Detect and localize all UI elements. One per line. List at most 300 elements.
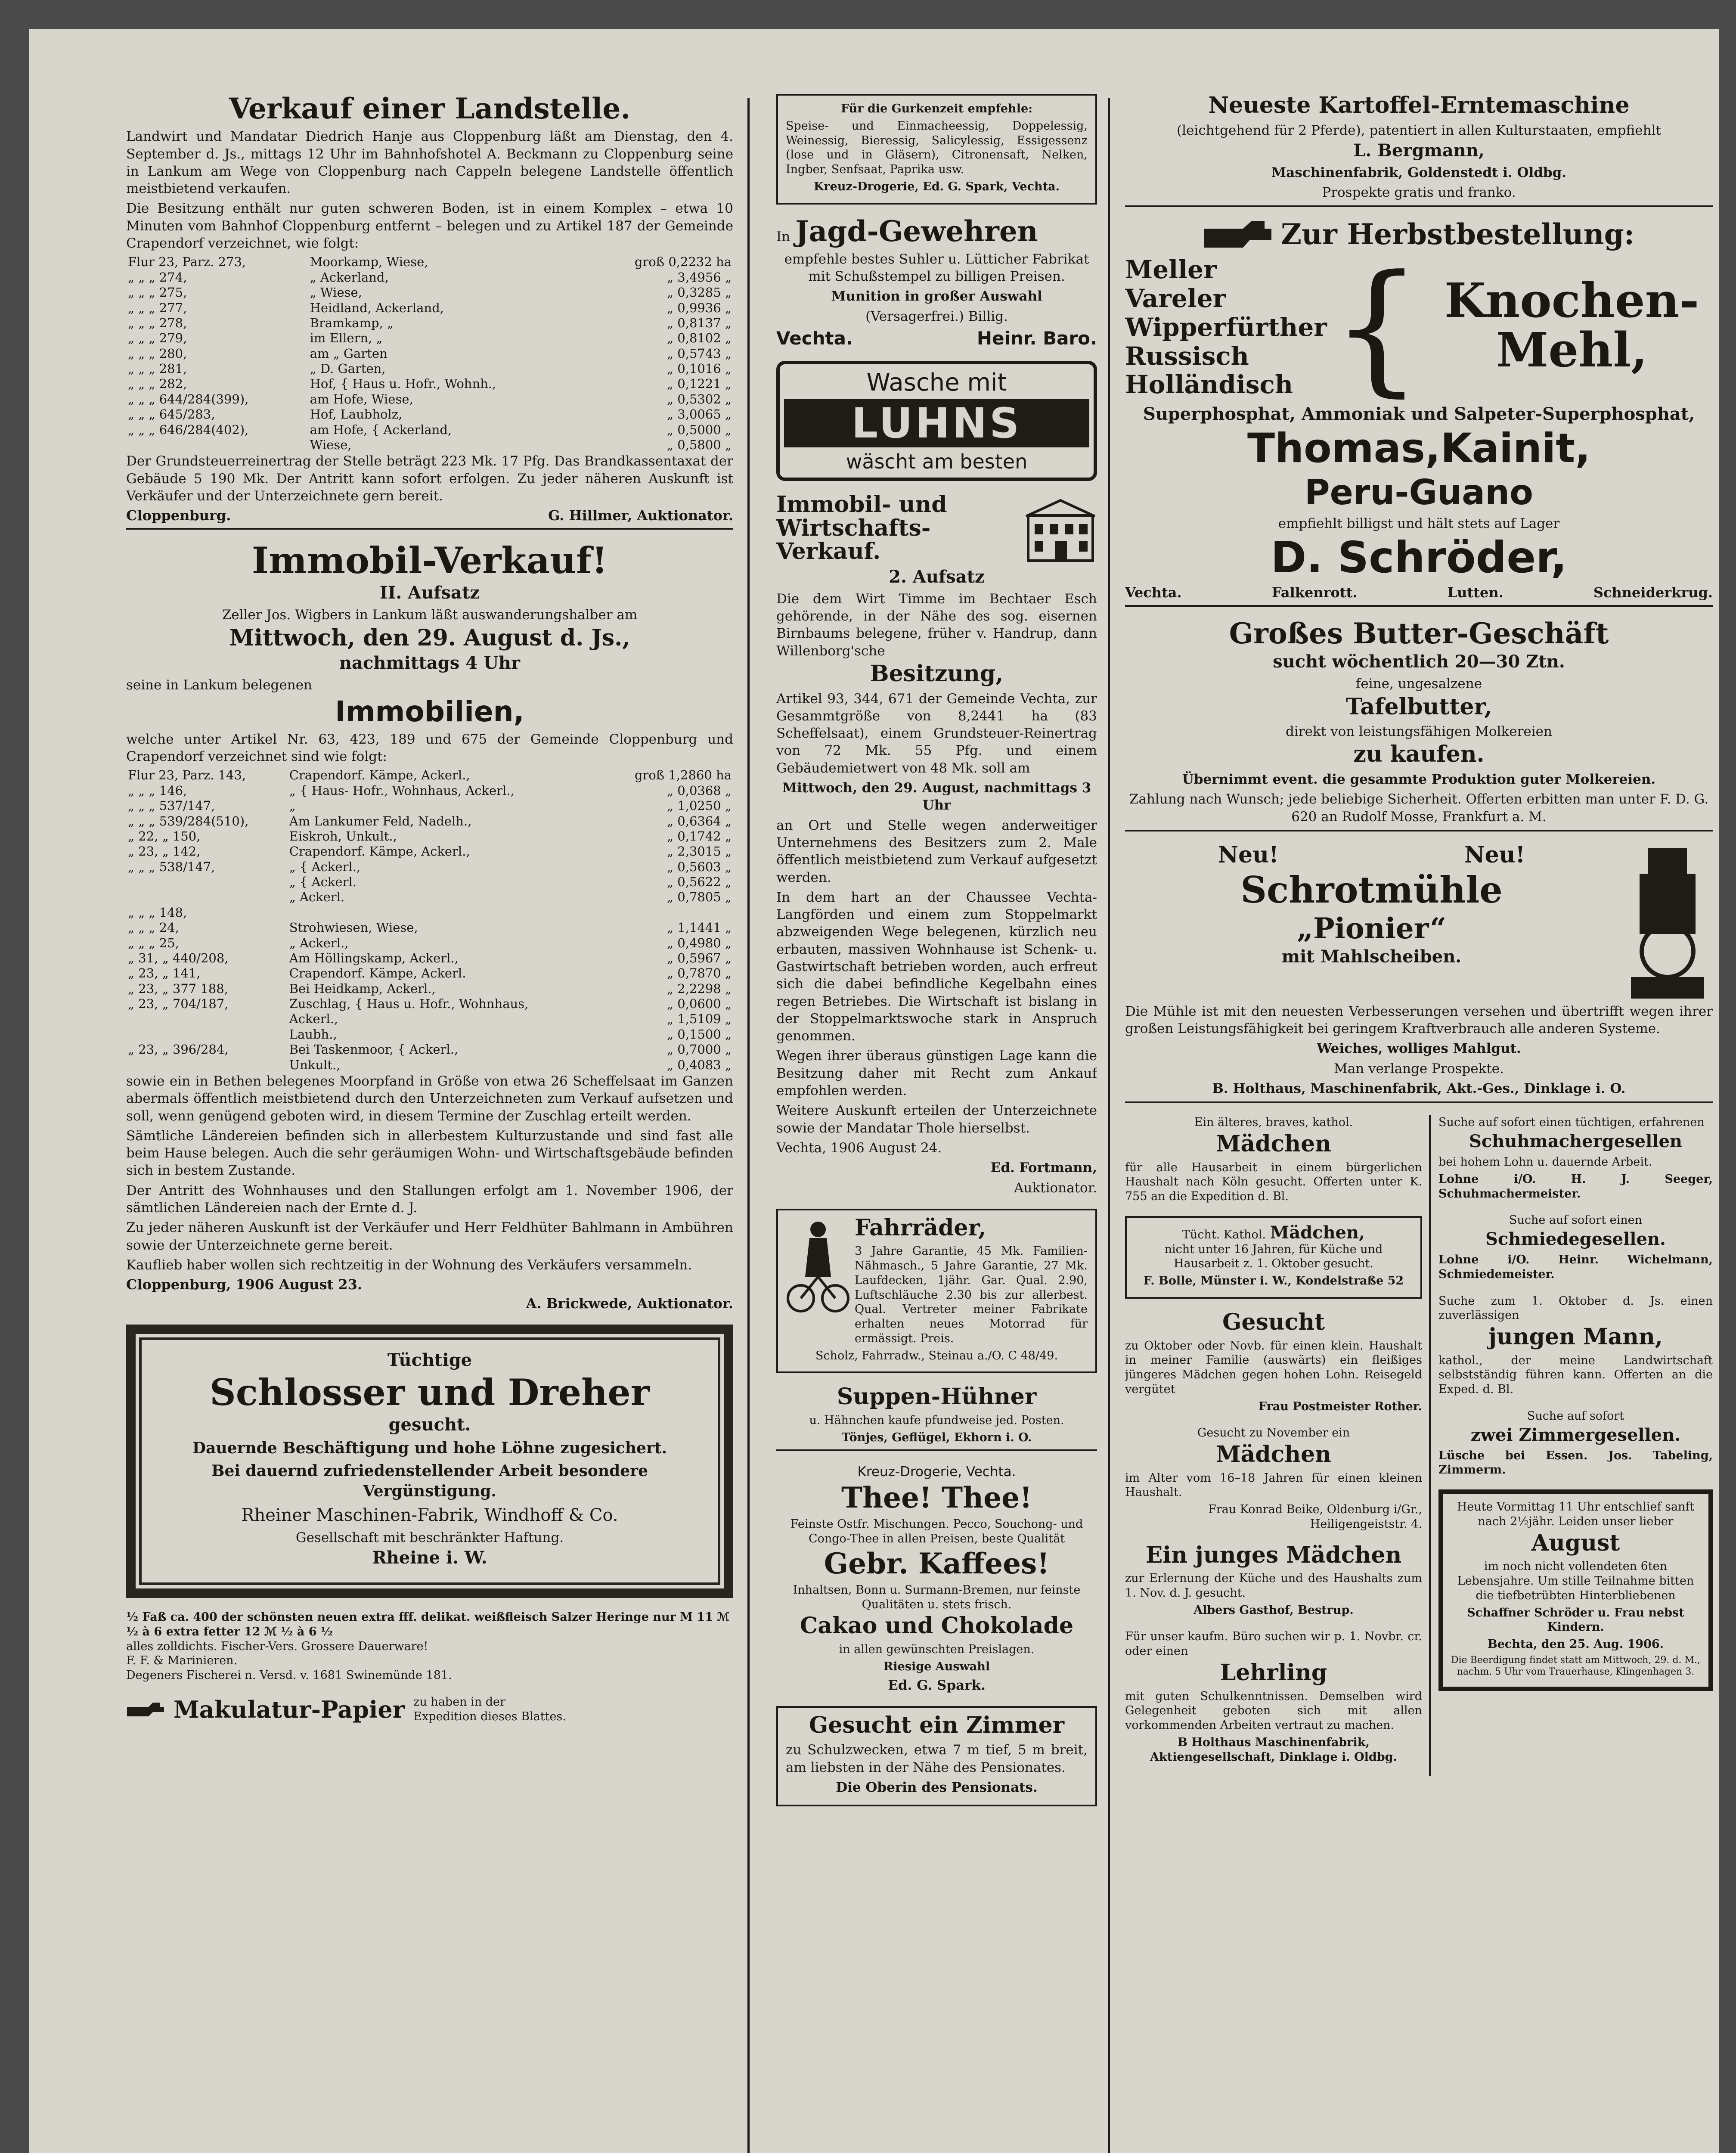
- ad-desc: Die Besitzung enthält nur guten schweren Boden, ist in einem Komplex – etwa 10 Minuten vom Bahnhof Cloppenburg entfernt – belegen und zu Artikel 187 der Gemeinde Crapendorf verzeichnet, wie folgt:: [126, 201, 733, 251]
- ad-lehrling: [1125, 1629, 1422, 1764]
- parcel-cell: „ „ „ 646/284(402),: [128, 422, 249, 437]
- parcel-cell: „ 0,4980 „: [667, 935, 732, 950]
- ad-tail: Der Grundsteuerreinertrag der Stelle beträgt 223 Mk. 17 Pfg. Das Brandkassentaxat der Gebäude 5 190 Mk. Der Antritt kann sofort erfolgen. Zu jeder näheren Auskunft ist Verkäufer und der Unterzeichnete gern bereit.: [126, 453, 733, 504]
- ad-traueranzeige: [1438, 1489, 1713, 1691]
- ad-bergmann: [1125, 94, 1713, 207]
- luhns-logo: LUHNS: [784, 399, 1089, 447]
- ad-body: u. Hähnchen kaufe pfundweise jed. Posten.: [809, 1414, 1064, 1427]
- ad-body: Die Mühle ist mit den neuesten Verbesserungen versehen und übertrifft wegen ihrer großen Leistungsfähigkeit bei geringem Kraftverbrauch alle anderen Systeme.: [1125, 1003, 1713, 1037]
- parcel-row: [126, 859, 733, 875]
- parcel-cell: „ 0,3285 „: [667, 285, 732, 300]
- ad-body: bei hohem Lohn u. dauernde Arbeit.: [1438, 1155, 1652, 1169]
- ad-pre: Suche auf sofort: [1527, 1409, 1624, 1423]
- parcel-cell: „ „ „ 538/147,: [128, 859, 215, 874]
- parcel-cell: „ Wiese,: [310, 285, 362, 300]
- ad-pre: Gesucht zu November ein: [1197, 1426, 1350, 1440]
- parcel-cell: „ „ „ 146,: [128, 783, 187, 798]
- ad-sign-date: Vechta, 1906 August 24.: [776, 1140, 942, 1156]
- parcel-cell: [126, 875, 288, 890]
- column-rule-1: [747, 98, 750, 2153]
- building-icon: [1024, 498, 1097, 563]
- parcel-cell: „ 0,6364 „: [667, 813, 732, 828]
- ad-body: mit guten Schulkenntnissen. Demselben wird Gelegenheit geboten sich mit allen vorkommenden Arbeiten vertraut zu machen.: [1125, 1689, 1422, 1732]
- ad-signature: [776, 328, 1097, 349]
- parcel-row: [126, 798, 733, 813]
- parcel-cell: [126, 1011, 288, 1027]
- parcel-cell: am Hofe, { Ackerland,: [310, 422, 452, 437]
- ad-text: F. F. & Marinieren.: [126, 1654, 238, 1668]
- luhns-top: Wasche mit: [866, 368, 1007, 397]
- ad-neu: Neu!: [1218, 841, 1279, 868]
- parcel-cell: „ 0,5000 „: [667, 422, 732, 437]
- parcel-row: [126, 392, 733, 407]
- ad-text: sowie ein in Bethen belegenes Moorpfand in Größe von etwa 26 Scheffelsaat im Ganzen abermals öffentlich meistbietend durch den Unterzeichneten zum Verkauf aufsetzen und soll, wenn genügend geboten wird, in diesem Termine der Zuschlag erteilt werden.: [126, 1073, 733, 1124]
- ad-gurken: [776, 94, 1097, 205]
- ad-title: Gesucht ein Zimmer: [809, 1712, 1065, 1738]
- ad-thomas: Thomas,Kainit,: [1247, 425, 1590, 472]
- ad-big: Immobilien,: [335, 695, 524, 728]
- parcel-row: [126, 844, 733, 859]
- pointing-hand-icon: [126, 1701, 165, 1718]
- small-ads-left: [1125, 1115, 1431, 1776]
- ad-body: nicht unter 16 Jahren, für Küche und Hausarbeit z. 1. Oktober gesucht.: [1164, 1242, 1383, 1271]
- ad-title: Jagd-Gewehren: [795, 214, 1038, 248]
- parcel-cell: „ 0,8137 „: [667, 315, 732, 330]
- ad-sign: Schaffner Schröder u. Frau nebst Kindern.: [1467, 1606, 1684, 1634]
- parcel-row: [126, 1027, 733, 1042]
- parcel-cell: „ 0,1742 „: [667, 828, 732, 844]
- ad-landstelle: [126, 94, 733, 530]
- ad-title: Schuhmachergesellen: [1469, 1131, 1682, 1152]
- product-item: Holländisch: [1125, 370, 1293, 400]
- ad-place: Rheine i. W.: [372, 1548, 487, 1568]
- ad-pre: Für unser kaufm. Büro suchen wir p. 1. Novbr. cr. oder einen: [1125, 1630, 1422, 1658]
- ad-date: Mittwoch, den 29. August d. Js.,: [229, 624, 630, 651]
- ad-body: empfehle bestes Suhler u. Lütticher Fabrikat mit Schußstempel zu billigen Preisen.: [784, 251, 1089, 285]
- parcel-cell: „ „ „ 282,: [128, 376, 187, 391]
- parcel-cell: Laubh.,: [289, 1027, 337, 1042]
- ad-maedchen-oldenburg: [1125, 1426, 1422, 1531]
- parcel-cell: Moorkamp, Wiese,: [310, 254, 428, 270]
- ad-makulatur: [126, 1695, 733, 1724]
- parcel-cell: „ 3,4956 „: [667, 270, 732, 285]
- parcel-cell: Am Lankumer Feld, Nadelh.,: [289, 813, 472, 828]
- ad-big: Besitzung,: [870, 660, 1004, 687]
- ad-text: zu kaufen.: [1353, 741, 1485, 768]
- parcel-cell: „ 0,5302 „: [667, 391, 732, 406]
- parcel-row: [126, 422, 733, 437]
- place-name: Lutten.: [1447, 584, 1504, 601]
- parcel-cell: Unkult.,: [289, 1057, 341, 1072]
- divider: [1125, 1101, 1713, 1103]
- parcel-cell: „ 0,1500 „: [667, 1027, 732, 1042]
- parcel-cell: groß 0,2232 ha: [634, 254, 732, 270]
- ad-heringe: [126, 1610, 733, 1683]
- parcel-cell: [603, 905, 733, 920]
- ad-body: im Alter vom 16–18 Jahren für einen kleinen Haushalt.: [1125, 1471, 1422, 1499]
- brace: {: [1332, 245, 1422, 410]
- parcel-row: [126, 1058, 733, 1073]
- product-item: Russisch: [1125, 341, 1249, 371]
- ad-munition: Munition in großer Auswahl: [831, 289, 1042, 304]
- ad-body: an Ort und Stelle wegen anderweitiger Unternehmens des Besitzers zum 2. Male öffentlich meistbietend zum Verkauf aufgesetzt werden.: [776, 817, 1097, 885]
- parcel-cell: „ 3,0065 „: [667, 407, 732, 422]
- parcel-cell: „ 0,5967 „: [667, 950, 732, 965]
- ad-kaffee: Gebr. Kaffees!: [824, 1546, 1050, 1580]
- ad-schuhmacher: [1438, 1115, 1713, 1201]
- ad-note: Prospekte gratis und franko.: [1322, 185, 1516, 201]
- ad-text: Tafelbutter,: [1345, 693, 1492, 720]
- ad-sign: Frau Postmeister Rother.: [1258, 1399, 1422, 1413]
- parcel-cell: Hof, Laubholz,: [310, 407, 403, 422]
- parcel-row: [126, 829, 733, 844]
- ad-butter: [1125, 616, 1713, 831]
- parcel-cell: Bei Heidkamp, Ackerl.,: [289, 981, 436, 996]
- ad-title: Mädchen: [1216, 1441, 1331, 1468]
- ad-maedchen-koeln: [1125, 1115, 1422, 1204]
- ad-title: Schrotmühle: [1240, 869, 1503, 912]
- parcel-cell: am „ Garten: [310, 346, 388, 361]
- ad-time: nachmittags 4 Uhr: [339, 653, 521, 673]
- ad-body: Artikel 93, 344, 671 der Gemeinde Vechta, zur Gesammtgröße von 8,2441 ha (83 Scheffelsaat), einem Grundsteuer-Reinertrag von 72 Mk. 55 Pfg. und einem Gebäudemietwert von 48 Mk. soll am: [776, 691, 1097, 776]
- parcel-row: [126, 996, 733, 1011]
- parcel-row: [126, 254, 733, 270]
- product-item: Vareler: [1125, 284, 1226, 313]
- ad-title: Suppen-Hühner: [837, 1384, 1037, 1410]
- ad-gesucht-rother: [1125, 1311, 1422, 1414]
- parcel-cell: „ 0,1221 „: [667, 376, 732, 391]
- ad-title: Fahrräder,: [855, 1214, 986, 1241]
- sign-name: G. Hillmer, Auktionator.: [548, 507, 733, 524]
- ad-schmied: [1438, 1213, 1713, 1281]
- parcel-cell: Hof, { Haus u. Hofr., Wohnh.,: [310, 376, 496, 391]
- parcel-row: [126, 814, 733, 829]
- divider: [1125, 605, 1713, 607]
- ad-pre: Suche auf sofort einen: [1509, 1213, 1643, 1227]
- parcel-row: [126, 981, 733, 996]
- ad-mit: mit Mahlscheiben.: [1281, 946, 1462, 967]
- ad-body: im noch nicht vollendeten 6ten Lebensjahre. Um stille Teilnahme bitten die tiefbetrübten Hinterbliebenen: [1457, 1560, 1694, 1602]
- ad-wirtschaft: [776, 493, 1097, 1197]
- ad-date: Mittwoch, den 29. August, nachmittags 3 Uhr: [782, 780, 1091, 813]
- ad-text: ½ Faß ca. 400 der schönsten neuen extra fff. delikat. weißfleisch Salzer Heringe nur M 11 ℳ ½ à 6 extra fetter 12 ℳ ½ à 6 ½: [126, 1610, 730, 1638]
- parcel-cell: „ „ „ 24,: [128, 920, 179, 935]
- ad-sign: Lüsche bei Essen. Jos. Tabeling, Zimmerm.: [1438, 1449, 1713, 1477]
- ad-weich: Weiches, wolliges Mahlgut.: [1317, 1041, 1521, 1057]
- luhns-bottom: wäscht am besten: [846, 450, 1028, 473]
- ad-text: Zahlung nach Wunsch; jede beliebige Sicherheit. Offerten erbitten man unter F. D. G. 620 an Rudolf Mosse, Frankfurt a. M.: [1129, 791, 1709, 825]
- ad-super: Superphosphat, Ammoniak und Salpeter-Superphosphat,: [1143, 403, 1695, 424]
- ad-zimmer: [776, 1706, 1097, 1806]
- place-name: Falkenrott.: [1271, 584, 1358, 601]
- sign-place: Cloppenburg, 1906 August 23.: [126, 1276, 363, 1293]
- ad-text: Bei dauernd zufriedenstellender Arbeit besondere Vergünstigung.: [211, 1462, 648, 1500]
- ad-luhns: [776, 361, 1097, 481]
- parcel-cell: „ 22, „ 150,: [128, 828, 201, 844]
- parcel-cell: „ 23, „ 396/284,: [128, 1042, 229, 1057]
- ad-body: zur Erlernung der Küche und des Haushalts zum 1. Nov. d. J. gesucht.: [1125, 1572, 1422, 1600]
- parcel-cell: „ „ „ 280,: [128, 346, 187, 361]
- ad-sign-name: Ed. Fortmann,: [990, 1160, 1097, 1176]
- parcel-cell: „ „ „ 645/283,: [128, 407, 215, 422]
- ad-junger-mann: [1438, 1294, 1713, 1397]
- newspaper-page: [29, 29, 1719, 2153]
- ad-note: empfiehlt billigst und hält stets auf Lager: [1278, 515, 1560, 531]
- parcel-cell: „ { Ackerl.: [289, 875, 356, 890]
- ad-body: Heute Vormittag 11 Uhr entschlief sanft nach 2½jähr. Leiden unser lieber: [1457, 1500, 1695, 1528]
- ad-maedchen-muenster: [1125, 1216, 1422, 1299]
- ad-body: In dem hart an der Chaussee Vechta-Langförden und einem zum Stoppelmarkt abzweigenden Wege belegenen, kürzlich neu erbauten, massiven Wohnhause ist Schenk- u. Gastwirtschaft betrieben worden, auch erfreut sich die dabei befindliche Kegelbahn eines regen Betriebes. Die Wirtschaft ist bislang in der Stoppelmarktswoche stark in Anspruch genommen.: [776, 889, 1097, 1044]
- ad-intro: Landwirt und Mandatar Diedrich Hanje aus Cloppenburg läßt am Dienstag, den 4. September d. Js., mittags 12 Uhr im Bahnhofshotel A. Beckmann zu Cloppenburg seine in Lankum am Wege von Cloppenburg nach Cappeln belegene Landstelle öffentlich meistbietend verkaufen.: [126, 129, 733, 197]
- ad-herbst: [1125, 219, 1713, 606]
- sign-place: Vechta.: [776, 327, 853, 349]
- ad-signature: [126, 1276, 733, 1293]
- ad-subtitle: 2. Aufsatz: [889, 566, 985, 587]
- ad-title: Makulatur-Papier: [174, 1695, 405, 1723]
- parcel-cell: Wiese,: [310, 437, 352, 452]
- ad-pre: Tüchtige: [387, 1350, 472, 1371]
- ad-head: Kreuz-Drogerie, Vechta.: [857, 1464, 1016, 1480]
- parcel-cell: „ 0,5603 „: [667, 859, 732, 874]
- ad-sign: Albers Gasthof, Bestrup.: [1194, 1603, 1354, 1617]
- product-item: Meller: [1125, 255, 1217, 285]
- ad-firm: Maschinenfabrik, Goldenstedt i. Oldbg.: [1271, 164, 1567, 180]
- ad-title: Lehrling: [1220, 1659, 1327, 1686]
- ad-title: Mädchen: [1216, 1131, 1331, 1157]
- parcel-row: [126, 270, 733, 285]
- ad-note: Die Beerdigung findet statt am Mittwoch, 29. d. M., nachm. 5 Uhr vom Trauerhause, Klingenhagen 3.: [1451, 1654, 1701, 1678]
- ad-fahrrad: [776, 1209, 1097, 1374]
- ad-thee: Thee! Thee!: [841, 1480, 1032, 1514]
- parcel-row: [126, 875, 733, 890]
- ad-text: alles zolldichts. Fischer-Vers. Grossere Dauerware!: [126, 1639, 428, 1653]
- ad-body: Inhaltsen, Bonn u. Surmann-Bremen, nur feinste Qualitäten u. stets frisch.: [793, 1583, 1081, 1611]
- ad-name: L. Bergmann,: [1353, 140, 1485, 161]
- parcel-cell: Heidland, Ackerland,: [310, 300, 444, 315]
- parcel-cell: Crapendorf. Kämpe, Ackerl.,: [289, 844, 470, 859]
- ad-wanted: gesucht.: [388, 1415, 471, 1435]
- parcel-cell: Eiskroh, Unkult.,: [289, 828, 397, 844]
- parcel-cell: „ { Ackerl.,: [289, 859, 361, 874]
- sign-name: Heinr. Baro.: [976, 327, 1097, 349]
- parcel-cell: am Hofe, Wiese,: [310, 391, 413, 406]
- parcel-cell: „ 2,2298 „: [667, 981, 732, 996]
- parcel-cell: „ „ „ 537/147,: [128, 798, 215, 813]
- ad-title: Mädchen,: [1270, 1222, 1365, 1243]
- parcel-cell: „ D. Garten,: [310, 361, 386, 376]
- parcel-table: [126, 768, 733, 1073]
- ad-body: Weitere Auskunft erteilen der Unterzeichnete sowie der Mandatar Thole hierselbst.: [776, 1103, 1097, 1136]
- parcel-row: [126, 783, 733, 798]
- ad-title: Gesucht: [1222, 1309, 1325, 1335]
- parcel-cell: Flur 23, Parz. 143,: [128, 768, 246, 783]
- parcel-cell: „ „ „ 25,: [128, 935, 179, 950]
- ad-auswahl: Riesige Auswahl: [883, 1660, 990, 1673]
- parcel-row: [126, 376, 733, 391]
- ad-pre: Tücht. Kathol.: [1182, 1228, 1266, 1241]
- ad-title: Verkauf einer Landstelle.: [229, 94, 631, 125]
- parcel-cell: Crapendorf. Kämpe, Ackerl.,: [289, 768, 470, 783]
- parcel-cell: Bramkamp, „: [310, 315, 394, 330]
- parcel-cell: „ 1,1441 „: [667, 920, 732, 935]
- ad-text: feine, ungesalzene: [1355, 676, 1482, 692]
- ad-schlosser: [126, 1325, 733, 1598]
- ad-body: Wegen ihrer überaus günstigen Lage kann die Besitzung daher mit Recht zum Ankauf empfohlen werden.: [776, 1048, 1097, 1099]
- parcel-cell: [126, 1058, 288, 1073]
- divider: [1125, 205, 1713, 207]
- ad-title: Immobil- und Wirtschafts-Verkauf.: [776, 491, 947, 565]
- ad-intro: Die dem Wirt Timme im Bechtaer Esch gehörende, in der Nähe des sog. eisernen Birnbaums belegene, früher v. Handrup, dann Willenborg'sche: [776, 591, 1097, 659]
- parcel-cell: „ 0,0368 „: [667, 783, 732, 798]
- divider: [1125, 830, 1713, 831]
- place-name: Schneiderkrug.: [1593, 584, 1713, 601]
- ad-sign: Kreuz-Drogerie, Ed. G. Spark, Vechta.: [813, 180, 1060, 193]
- ad-note: zu haben in der Expedition dieses Blattes.: [413, 1695, 566, 1723]
- parcel-cell: „ 0,1016 „: [667, 361, 732, 376]
- product-item: Wipperfürther: [1125, 312, 1327, 342]
- parcel-cell: groß 1,2860 ha: [634, 768, 732, 783]
- ad-body: für alle Hausarbeit in einem bürgerlichen Haushalt nach Köln gesucht. Offerten unter K. 755 an die Expedition d. Bl.: [1125, 1160, 1422, 1204]
- parcel-cell: Ackerl.,: [289, 1011, 338, 1027]
- ad-pre: Suche zum 1. Oktober d. Js. einen zuverlässigen: [1438, 1294, 1713, 1322]
- parcel-cell: „ 1,5109 „: [667, 1011, 732, 1027]
- ad-title: Immobil-Verkauf!: [251, 539, 608, 582]
- ad-zimmergesellen: [1438, 1409, 1713, 1477]
- parcel-row: [126, 951, 733, 966]
- ad-title: Schlosser und Dreher: [210, 1371, 650, 1414]
- parcel-cell: „ 0,5622 „: [667, 875, 732, 890]
- ad-suppen: [776, 1385, 1097, 1451]
- parcel-row: [126, 285, 733, 300]
- parcel-cell: „ 0,9936 „: [667, 300, 732, 315]
- parcel-row: [126, 768, 733, 783]
- parcel-cell: im Ellern, „: [310, 331, 383, 346]
- ad-text: Sämtliche Ländereien befinden sich in allerbestem Kulturzustande und sind fast alle beim Hause belegen. Auch die sehr geräumigen Wohn- und Wirtschaftsgebäude befinden sich in bestem Zustande.: [126, 1128, 733, 1179]
- parcel-cell: Crapendorf. Kämpe, Ackerl.: [289, 966, 466, 981]
- ad-text: Kauflieb haber wollen sich rechtzeitig in der Wohnung des Verkäufers versammeln.: [126, 1257, 692, 1273]
- ad-title: Schmiedegesellen.: [1485, 1229, 1666, 1250]
- ad-intro: Zeller Jos. Wigbers in Lankum läßt auswanderungshalber am: [222, 607, 638, 623]
- ad-subtitle: II. Aufsatz: [379, 583, 480, 603]
- parcel-cell: „: [289, 798, 296, 813]
- parcel-cell: „ 0,7805 „: [667, 890, 732, 905]
- parcel-cell: „ 0,5800 „: [667, 437, 732, 452]
- ad-body: 3 Jahre Garantie, 45 Mk. Familien-Nähmasch., 5 Jahre Garantie, 27 Mk. Laufdecken, 1jähr. Gar. Qual. 2.90, Luftschläuche 2.30 bis zur allerbest. Qual. Vertreter meiner Fabrikate erhalten neues Motorrad für ermässigt. Preis.: [855, 1244, 1088, 1345]
- parcel-row: [126, 966, 733, 981]
- ad-schrotmuehle: [1125, 841, 1713, 1103]
- divider: [126, 528, 733, 530]
- ad-text: Zu jeder näheren Auskunft ist der Verkäufer und Herr Feldhüter Bahlmann in Ambühren sowie der Unterzeichnete gerne bereit.: [126, 1220, 733, 1253]
- parcel-cell: „ 0,4083 „: [667, 1057, 732, 1072]
- parcel-row: [126, 407, 733, 422]
- cyclist-icon: [786, 1216, 850, 1315]
- sign-place: Cloppenburg.: [126, 507, 231, 524]
- parcel-row: [126, 936, 733, 951]
- ad-cacao: Cakao und Chokolade: [800, 1613, 1074, 1639]
- parcel-cell: „ 0,8102 „: [667, 331, 732, 346]
- parcel-cell: „ 2,3015 „: [667, 844, 732, 859]
- parcel-table: [126, 254, 733, 453]
- small-ads-right: [1431, 1115, 1713, 1776]
- parcel-cell: „ „ „ 278,: [128, 315, 187, 330]
- ad-text: Degeners Fischerei n. Versd. v. 1681 Swinemünde 181.: [126, 1669, 452, 1682]
- ad-drogerie: [776, 1463, 1097, 1694]
- ad-prosp: Man verlange Prospekte.: [1333, 1061, 1504, 1076]
- ad-title: zwei Zimmergesellen.: [1470, 1424, 1681, 1445]
- parcel-cell: [126, 890, 288, 905]
- parcel-cell: „ „ „ 277,: [128, 300, 187, 315]
- ad-peru: Peru-Guano: [1304, 472, 1533, 512]
- ad-desc: welche unter Artikel Nr. 63, 423, 189 und 675 der Gemeinde Cloppenburg und Crapendorf verzeichnet sind wie folgt:: [126, 731, 733, 765]
- ad-sign: B Holthaus Maschinenfabrik, Aktiengesellschaft, Dinklage i. Oldbg.: [1150, 1735, 1397, 1764]
- parcel-cell: Zuschlag, { Haus u. Hofr., Wohnhaus,: [289, 996, 529, 1011]
- ad-places: [1125, 584, 1713, 601]
- parcel-cell: Bei Taskenmoor, { Ackerl.,: [289, 1042, 459, 1057]
- column-rule-2: [1108, 98, 1110, 2153]
- parcel-cell: Am Höllingskamp, Ackerl.,: [289, 950, 459, 965]
- parcel-row: [126, 331, 733, 346]
- ad-text: Dauernde Beschäftigung und hohe Löhne zugesichert.: [192, 1439, 667, 1458]
- ad-signature: [126, 507, 733, 524]
- ad-text: Übernimmt event. die gesammte Produktion guter Molkereien.: [1182, 771, 1656, 787]
- ad-title: Neueste Kartoffel-Erntemaschine: [1208, 94, 1630, 118]
- ad-sign: Tönjes, Geflügel, Ekhorn i. O.: [841, 1430, 1032, 1444]
- parcel-cell: [126, 1027, 288, 1042]
- parcel-row: [126, 361, 733, 376]
- ad-body: Feinste Ostfr. Mischungen. Pecco, Souchong- und Congo-Thee in allen Preisen, beste Qualität: [790, 1517, 1083, 1545]
- parcel-row: [126, 1011, 733, 1027]
- parcel-row: [126, 920, 733, 935]
- mill-machine-icon: [1622, 844, 1713, 1003]
- ad-sign: B. Holthaus, Maschinenfabrik, Akt.-Ges., Dinklage i. O.: [1212, 1081, 1626, 1097]
- parcel-cell: „ „ „ 644/284(399),: [128, 391, 249, 406]
- ad-body: zu Oktober oder Novb. für einen klein. Haushalt in meiner Familie (auswärts) ein fleißiges jüngeres Mädchen gegen hohen Lohn. Reisegeld vergütet: [1125, 1339, 1422, 1396]
- parcel-cell: „ Ackerl.: [289, 890, 345, 905]
- parcel-row: [126, 346, 733, 361]
- ad-name: D. Schröder,: [1271, 532, 1567, 583]
- ad-big: Knochen-Mehl,: [1444, 272, 1699, 378]
- parcel-cell: „ „ „ 274,: [128, 270, 187, 285]
- ad-body: zu Schulzwecken, etwa 7 m tief, 5 m breit, am liebsten in der Nähe des Pensionates.: [786, 1742, 1088, 1775]
- product-list: [1125, 255, 1327, 400]
- ad-title: jungen Mann,: [1488, 1324, 1663, 1350]
- ad-text: Der Antritt des Wohnhauses und den Stallungen erfolgt am 1. November 1906, der sämtlichen Ländereien nach der Ernte d. J.: [126, 1182, 733, 1216]
- ad-company: Rheiner Maschinen-Fabrik, Windhoff & Co.: [241, 1505, 618, 1525]
- parcel-cell: „ „ „ 279,: [128, 331, 187, 346]
- parcel-cell: „ „ „ 281,: [128, 361, 187, 376]
- ad-title: Ein junges Mädchen: [1145, 1542, 1402, 1568]
- ad-body: in allen gewünschten Preislagen.: [839, 1643, 1035, 1657]
- ad-sign: Lohne i/O. Heinr. Wichelmann, Schmiedemeister.: [1438, 1253, 1713, 1281]
- ad-sign: Ed. G. Spark.: [888, 1677, 986, 1693]
- parcel-cell: „ 0,5743 „: [667, 346, 732, 361]
- ad-body: (leichtgehend für 2 Pferde), patentiert in allen Kulturstaaten, empfiehlt: [1177, 122, 1661, 138]
- parcel-row: [126, 437, 733, 453]
- column-2: [776, 94, 1097, 1818]
- ad-immobil: [126, 539, 733, 1312]
- ad-sign: Lohne i/O. H. J. Seeger, Schuhmachermeister.: [1438, 1172, 1713, 1201]
- small-ads: [1125, 1115, 1713, 1776]
- ad-pre: Ein älteres, braves, kathol.: [1194, 1116, 1353, 1129]
- parcel-cell: [126, 437, 308, 453]
- parcel-cell: „ „ „ 539/284(510),: [128, 813, 249, 828]
- pointing-hand-icon: [1203, 219, 1272, 249]
- ad-date: Bechta, den 25. Aug. 1906.: [1487, 1638, 1664, 1651]
- ad-sign: Frau Konrad Beike, Oldenburg i/Gr., Heiligengeiststr. 4.: [1208, 1503, 1422, 1531]
- ad-sign: Die Oberin des Pensionats.: [836, 1780, 1038, 1796]
- parcel-cell: „ 23, „ 142,: [128, 844, 201, 859]
- parcel-cell: [288, 905, 603, 920]
